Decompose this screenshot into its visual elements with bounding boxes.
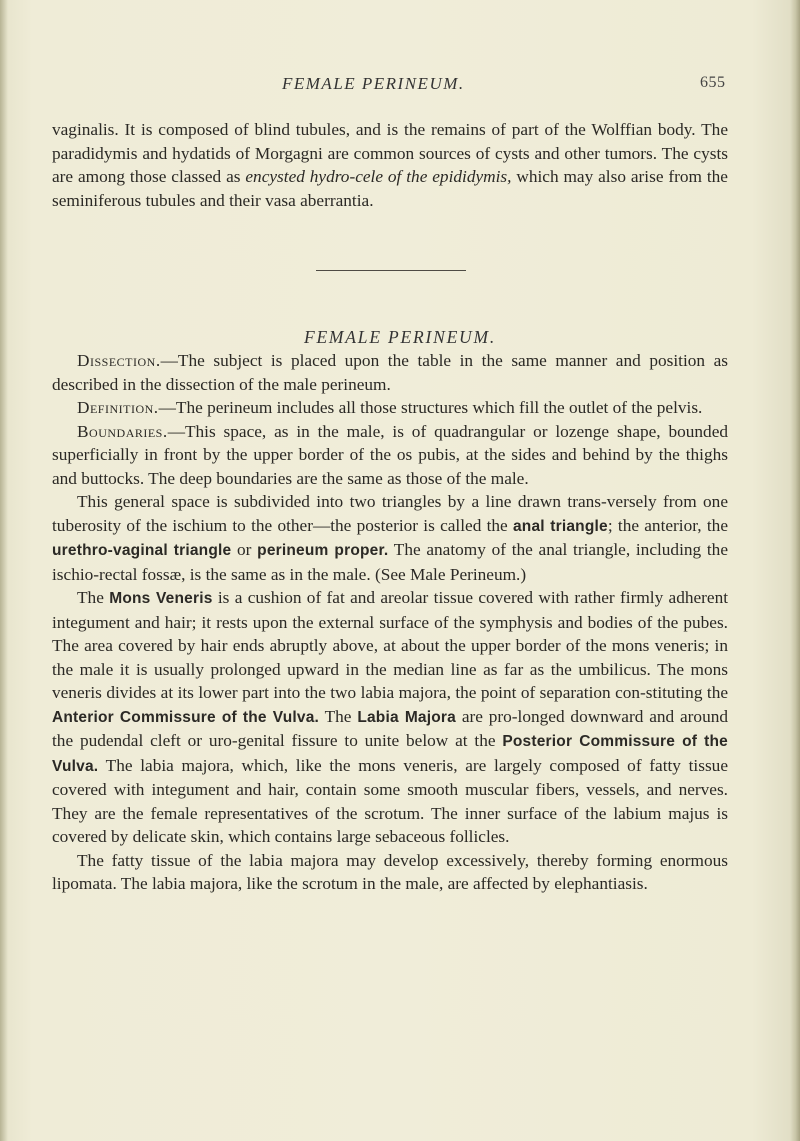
paragraph-text: ; the anterior, the [607,515,728,535]
bold-term: Labia Majora [357,708,456,726]
paragraph-text: which may also arise from the seminiferous tubules and their vasa aberrantia. [52,167,728,210]
paragraph-mons-veneris [52,586,728,849]
bold-term: Anterior Commissure of the Vulva. [52,708,320,726]
paragraph-label: Definition. [77,398,159,417]
paragraph-text: is a cushion of fat and areolar tissue covered with rather firmly adherent integument and hair; it rests upon the external surface of the symphysis and bodies of the pubes. The area covered by hair ends abruptly above, at about the upper border of the mons veneris; in the male it is usually prolonged upward in the median line as far as the umbilicus. The mons veneris divides at its lower part into the two labia majora, the point of separation con-stituting the [52,588,729,702]
bold-term: anal triangle [512,517,608,535]
italic-phrase: encysted hydro-cele of the epididymis, [245,167,512,186]
paragraph-text: The [77,588,110,607]
bold-term: Mons Veneris [109,590,213,607]
paragraph-text: vaginalis. It is composed of blind tubules, and is the remains of part of the Wolffian body. The paradidymis and hydatids of Morgagni are common sources of cysts and other tumors. The cysts are among those classed as [52,120,728,186]
bold-term: perineum proper. [257,542,389,559]
running-head [0,74,800,96]
continued-paragraph [52,118,728,212]
paragraph-text: or [231,540,258,559]
paragraph-text: The labia majora, which, like the mons veneris, are largely composed of fatty tissue covered with integument and hair, contain some smooth muscular fibers, vessels, and nerves. They are the female representatives of the scrotum. The inner surface of the labium majus is covered by delicate skin, which contains large sebaceous follicles. [52,755,728,846]
paragraph-boundaries [52,420,728,491]
paragraph-text: The [319,706,358,726]
page-left-shadow [0,0,8,1141]
paragraph-text: This general space is subdivided into two triangles by a line drawn trans-versely from one tuberosity of the ischium to the other—the posterior is called the [52,492,728,535]
section-heading: FEMALE PERINEUM. [303,327,497,347]
paragraph-text: The anatomy of the anal triangle, including the ischio-rectal fossæ, is the same as in the male. (See Male Perineum.) [52,540,728,584]
paragraph-text: are pro-longed downward and around the pudendal cleft or uro-genital fissure to unite below at the [52,706,728,750]
paragraph-text: —The subject is placed upon the table in the same manner and position as described in the dissection of the male perineum. [52,351,728,394]
paragraph-fatty-tissue [52,849,728,896]
paragraph-label: Dissection. [77,351,161,370]
bold-term: Posterior Commissure of the Vulva. [52,733,728,775]
section-body [52,349,728,896]
running-title: FEMALE PERINEUM. [282,74,465,93]
paragraph-dissection [52,349,728,396]
paragraph-text: —The perineum includes all those structures which fill the outlet of the pelvis. [158,398,703,417]
paragraph-text: The fatty tissue of the labia majora may develop excessively, thereby forming enormous lipomata. The labia majora, like the scrotum in the male, are affected by elephantiasis. [52,850,728,893]
paragraph-text: —This space, as in the male, is of quadrangular or lozenge shape, bounded superficially in front by the upper border of the os pubis, at the sides and behind by the thighs and buttocks. The deep boundaries are the same as those of the male. [52,421,728,488]
bold-term: urethro-vaginal triangle [52,542,232,559]
paragraph-definition [52,396,728,420]
page-number: 655 [700,74,726,91]
paragraph-label: Boundaries. [77,421,168,441]
section-divider [316,270,466,271]
page-right-edge [790,0,800,1141]
paragraph-subdivision [52,490,728,586]
